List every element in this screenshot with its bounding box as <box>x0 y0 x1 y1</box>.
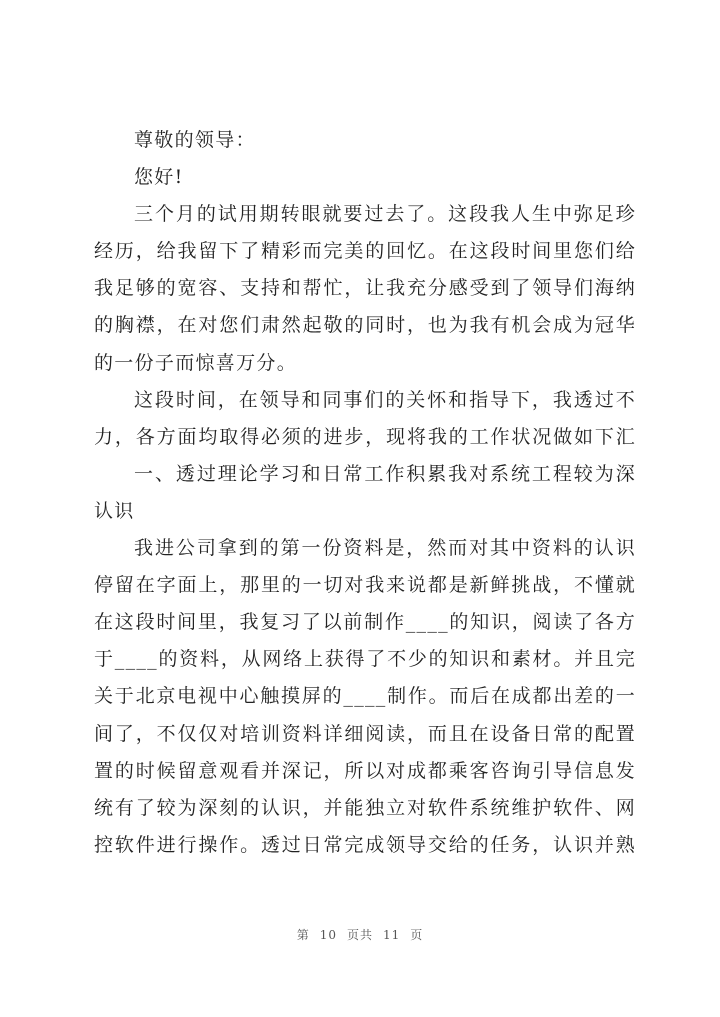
paragraph-line: 的胸襟，在对您们肃然起敬的同时，也为我有机会成为冠华 <box>94 314 636 337</box>
section-heading-line: 一、透过理论学习和日常工作积累我对系统工程较为深 <box>134 462 636 485</box>
paragraph-line: 关于北京电视中心触摸屏的____制作。而后在成都出差的一 <box>94 685 636 708</box>
paragraph-line: 经历，给我留下了精彩而完美的回忆。在这段时间里您们给 <box>94 240 636 263</box>
page-footer <box>0 926 720 943</box>
footer-mid: 页共 <box>346 928 373 942</box>
paragraph-line: 于____的资料，从网络上获得了不少的知识和素材。并且完 <box>94 648 636 671</box>
paragraph-line: 我足够的宽容、支持和帮忙，让我充分感受到了领导们海纳 <box>94 277 636 300</box>
paragraph-line: 间了，不仅仅对培训资料详细阅读，而且在设备日常的配置 <box>94 722 636 745</box>
paragraph-line: 控软件进行操作。透过日常完成领导交给的任务，认识并熟 <box>94 833 636 856</box>
greeting-line: 您好! <box>134 166 184 189</box>
footer-suffix: 页 <box>410 928 424 942</box>
document-body <box>94 122 654 864</box>
paragraph-line: 我进公司拿到的第一份资料是，然而对其中资料的认识 <box>134 537 636 560</box>
paragraph-line: 这段时间，在领导和同事们的关怀和指导下，我透过不 <box>134 388 636 411</box>
salutation-line: 尊敬的领导： <box>134 129 256 151</box>
paragraph-line: 三个月的试用期转眼就要过去了。这段我人生中弥足珍 <box>134 203 636 226</box>
footer-prefix: 第 <box>296 928 310 942</box>
paragraph-line: 力，各方面均取得必须的进步，现将我的工作状况做如下汇 <box>94 425 636 448</box>
paragraph-line: 停留在字面上，那里的一切对我来说都是新鲜挑战，不懂就 <box>94 574 636 597</box>
paragraph-line: 统有了较为深刻的认识，并能独立对软件系统维护软件、网 <box>94 796 636 819</box>
paragraph-line: 置的时候留意观看并深记，所以对成都乘客咨询引导信息发 <box>94 759 636 782</box>
current-page-number: 10 <box>319 928 337 942</box>
section-heading-line: 认识 <box>94 499 135 522</box>
paragraph-line: 在这段时间里，我复习了以前制作____的知识，阅读了各方 <box>94 611 636 634</box>
paragraph-line: 的一份子而惊喜万分。 <box>94 351 298 374</box>
total-page-number: 11 <box>383 928 401 942</box>
